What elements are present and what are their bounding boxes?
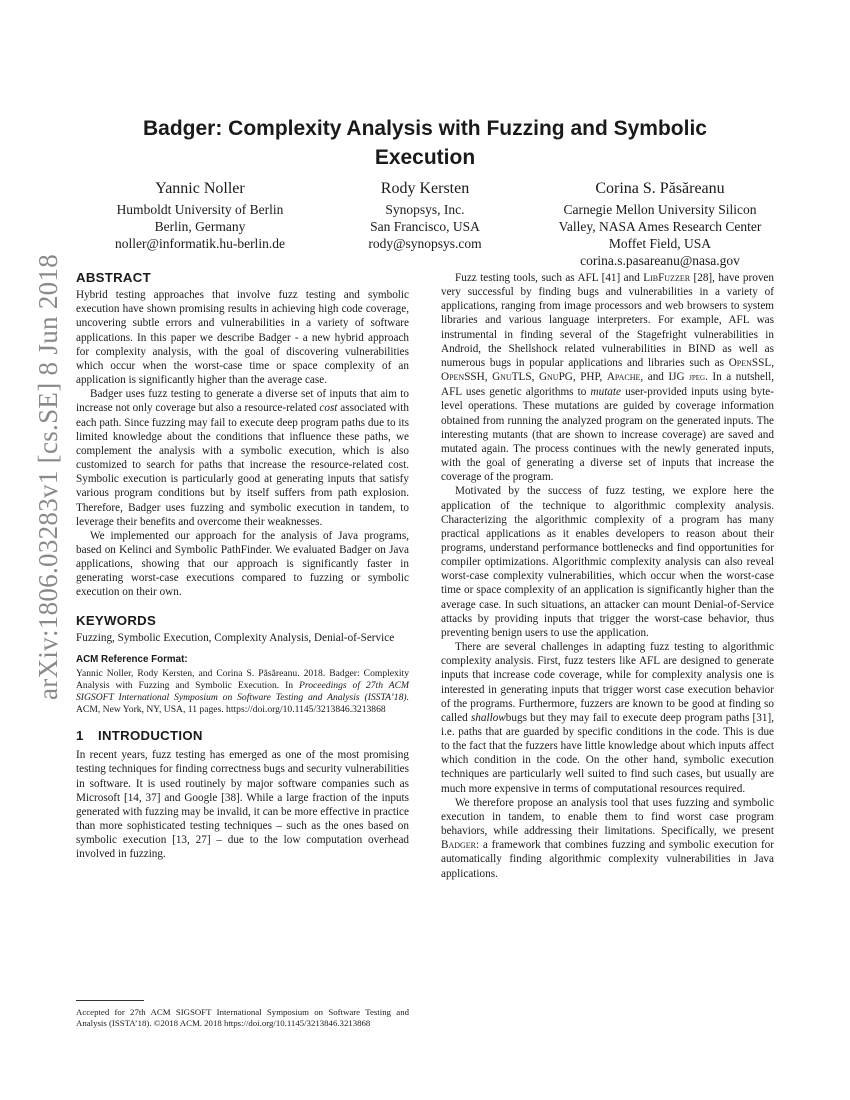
author-email[interactable]: noller@informatik.hu-berlin.de [115, 236, 285, 251]
acm-reference-label: ACM Reference Format: [76, 653, 188, 665]
paper-title: Badger: Complexity Analysis with Fuzzing and Symbolic Execution [143, 117, 707, 169]
abstract-paragraph: Hybrid testing approaches that involve fuzz testing and symbolic execution have shown promising results in achieving high code coverage, uncovering subtle errors and vulnerabilities in a variety of software applications. In this paper we describe Badger - a new hybrid approach for complexity analysis, with the goal of discovering vulnerabilities which occur when the worst-case time or space complexity of an application is significantly higher than the average case. [76, 289, 409, 387]
author-affiliation: Carnegie Mellon University Silicon [563, 202, 757, 217]
emphasis-cost: cost [319, 402, 338, 415]
footnote: Accepted for 27th ACM SIGSOFT International Symposium on Software Testing and Analysis (ISSTA’18). ©2018 ACM. 2018 https://doi.org/10.1145/3213846.3213868 [76, 1007, 409, 1028]
introduction-heading: 1 INTRODUCTION [76, 728, 203, 744]
author-block [535, 178, 785, 269]
abstract-paragraph: We implemented our approach for the analysis of Java programs, based on Kelinci and Symbolic PathFinder. We evaluated Badger on Java applications, showing that our approach is significantly faster in generating worst-case executions compared to fuzzing or symbolic execution on their own. [76, 529, 409, 599]
author-location: Berlin, Germany [154, 219, 246, 234]
keywords-text: Fuzzing, Symbolic Execution, Complexity Analysis, Denial-of-Service [76, 631, 395, 644]
right-column [441, 271, 774, 881]
arxiv-identifier-stamp: arXiv:1806.03283v1 [cs.SE] 8 Jun 2018 [33, 253, 63, 700]
abstract-heading: ABSTRACT [76, 270, 151, 285]
author-email[interactable]: rody@synopsys.com [368, 236, 482, 251]
author-location: Moffet Field, USA [608, 236, 712, 251]
footnote-divider [76, 1000, 144, 1001]
author-affiliation: Valley, NASA Ames Research Center [558, 219, 762, 234]
body-paragraph: There are several challenges in adapting fuzz testing to algorithmic complexity analysis. First, fuzz testers like AFL are designed to generate inputs that increase code coverage, while for complexity analysis one is interested in generating inputs that trigger worst case execution behavior of the programs. Furthermore, fuzzers are known to be good at finding so called shallowbugs but they may fail to execute deep program paths [31], i.e. paths that are guarded by specific conditions in the code. This is due to the fact that the fuzzers have little knowledge about which inputs affect which condition in the code. On the other hand, symbolic execution techniques are particularly well suited to find such cases, but usually are much more expensive in terms of computational resources required. [441, 641, 774, 795]
body-paragraph: Fuzz testing tools, such as AFL [41] and LibFuzzer [28], have proven very successful by finding bugs and vulnerabilities in a variety of applications, ranging from image processors and web browsers to system libraries and various language interpreters. For example, AFL was instrumental in finding several of the Stagefright vulnerabilities in Android, the Shellshock related vulnerabilities in BIND as well as numerous bugs in popular applications and libraries such as OpenSSL, OpenSSH, GnuTLS, GnuPG, PHP, Apache, and IJG jpeg. In a nutshell, AFL uses genetic algorithms to mutate user-provided inputs using byte-level operations. These mutations are guided by coverage information obtained from running the analyzed program on the generated inputs. The interesting mutants (that are shown to increase coverage) are saved and mutated again. The process continues with the newly generated inputs, with the goal of generating a diverse set of inputs that increase the coverage of the program. [441, 272, 775, 484]
left-column [76, 271, 409, 861]
acm-reference-text: Yannic Noller, Rody Kersten, and Corina S. Păsăreanu. 2018. Badger: Complexity Analysis with Fuzzing and Symbolic Execution. In Proceedings of 27th ACM SIGSOFT International Symposium on Software Testing and Analysis (ISSTA’18). ACM, New York, NY, USA, 11 pages. https://doi.org/10.1145/3213846.3213868 [76, 668, 409, 716]
abstract-paragraph: Badger uses fuzz testing to generate a diverse set of inputs that aim to increase not only coverage but also a resource-related cost associated with each path. Since fuzzing may fail to execute deep program paths due to its limited knowledge about the conditions that influence these paths, we complement the analysis with a symbolic execution, which is also customized to search for paths that increase the resource-related cost. Symbolic execution is particularly good at generating inputs that satisfy various program conditions but by itself suffers from path explosion. Therefore, Badger uses fuzzing and symbolic execution in tandem, to leverage their benefits and overcome their weaknesses. [76, 388, 409, 528]
author-email[interactable]: corina.s.pasareanu@nasa.gov [580, 253, 740, 268]
author-affiliation: Humboldt University of Berlin [116, 202, 284, 217]
author-name: Rody Kersten [380, 180, 470, 197]
author-location: San Francisco, USA [370, 219, 480, 234]
body-paragraph: We therefore propose an analysis tool that uses fuzzing and symbolic execution in tandem, to enable them to find worst case program behaviors, while addressing their limitations. Specifically, we present Badger: a framework that combines fuzzing and symbolic execution for automatically finding algorithmic complexity vulnerabilities in Java applications. [441, 796, 774, 880]
introduction-paragraph: In recent years, fuzz testing has emerged as one of the most promising testing techniques for finding correctness bugs and security vulnerabilities in software. It is used routinely by major software companies such as Microsoft [14, 37] and Google [38]. While a large fraction of the inputs generated with fuzzing may be invalid, it can be more effective in practice than more sophisticated testing techniques – such as the ones based on symbolic execution [13, 27] – due to the low computation overhead involved in fuzzing. [76, 749, 409, 861]
author-name: Yannic Noller [155, 180, 245, 197]
author-block [100, 178, 300, 252]
author-affiliation: Synopsys, Inc. [385, 202, 465, 217]
keywords-heading: KEYWORDS [76, 612, 157, 628]
author-name: Corina S. Păsăreanu [595, 180, 725, 197]
author-block [330, 178, 520, 252]
body-paragraph: Motivated by the success of fuzz testing, we explore here the application of the technique to algorithmic complexity analysis. Characterizing the algorithmic complexity of a program has many practical applications as it enables developers to reason about their programs, understand performance bottlenecks and find opportunities for compiler optimizations. Algorithmic complexity analysis can also reveal worst-case complexity vulnerabilities, which occur when the worst-case time or space complexity of an application is significantly higher than the average case. In such situations, an attacker can mount Denial-of-Service attacks by providing inputs that trigger the worst-case behavior, thus preventing benign users to use the application. [441, 485, 774, 639]
